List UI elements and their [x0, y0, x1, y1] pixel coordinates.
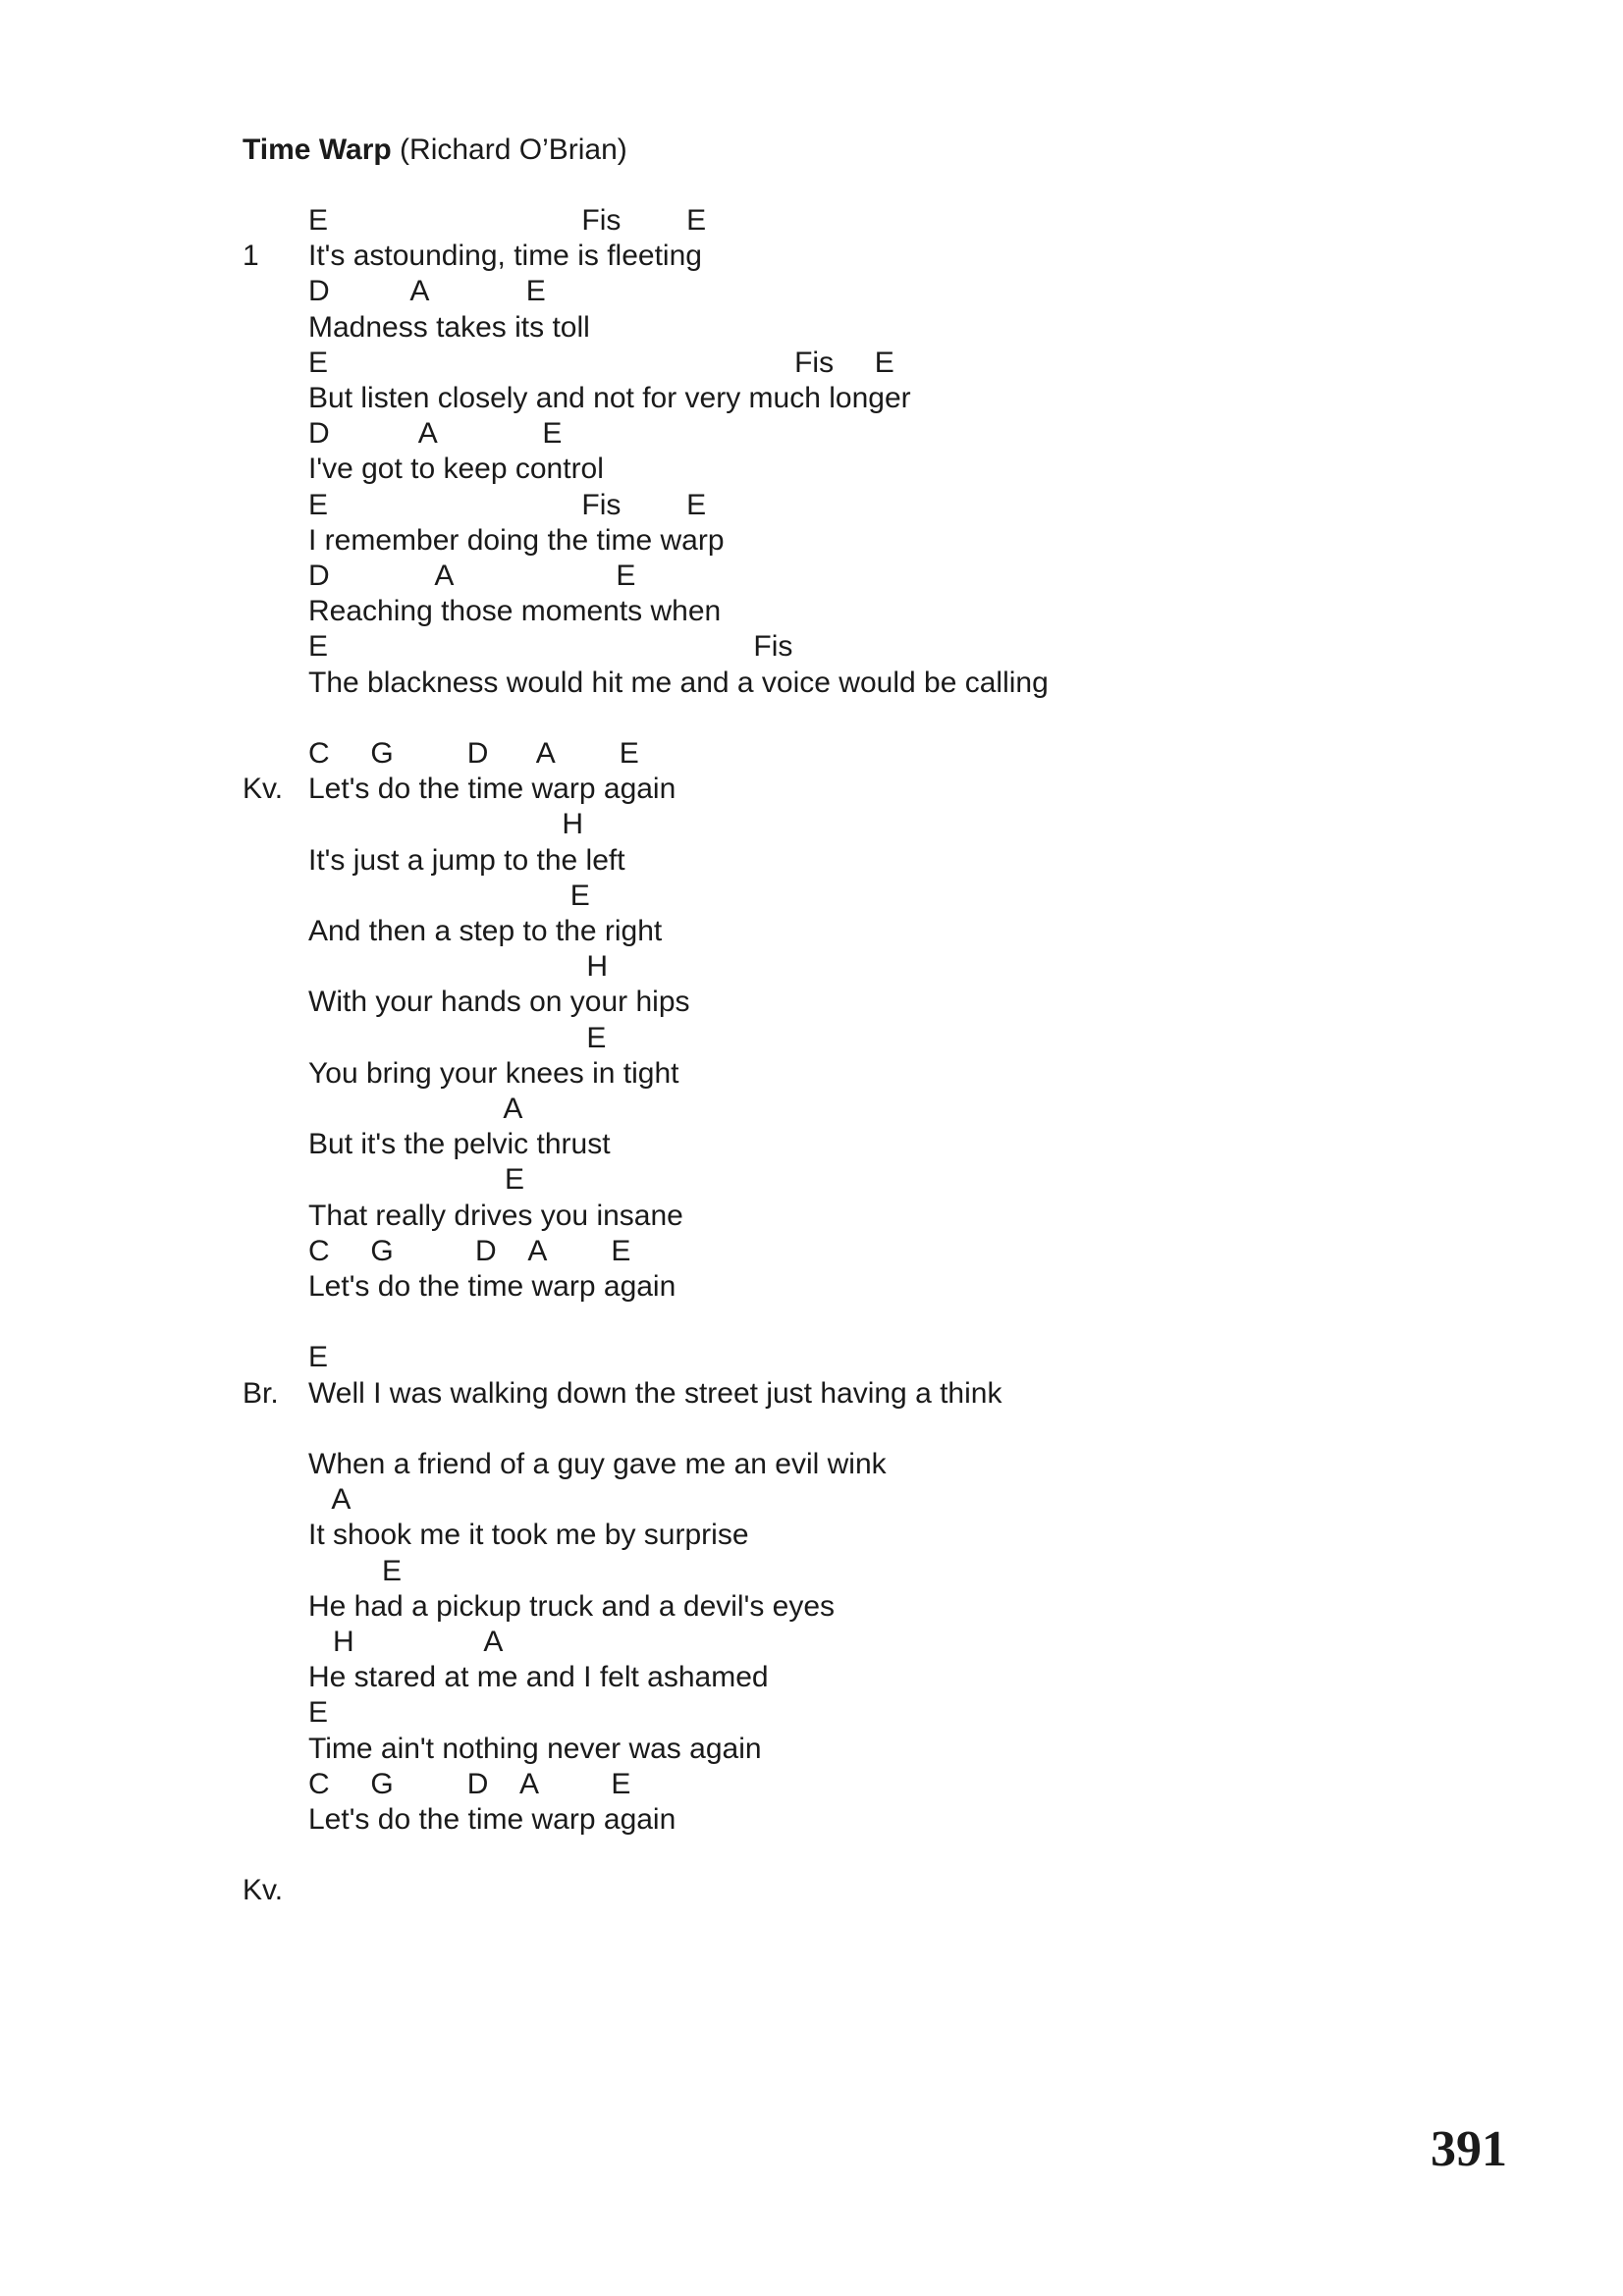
lyric-line: C G D A E [308, 1235, 631, 1267]
lyric-line: H [308, 950, 609, 983]
song-name: Time Warp [243, 133, 392, 166]
lyric-line: Well I was walking down the street just having a think [308, 1377, 1002, 1410]
lyric-line: Let's do the time warp again [308, 773, 676, 805]
lyric-line: When a friend of a guy gave me an evil wink [308, 1448, 887, 1480]
lyric-line: That really drives you insane [308, 1200, 683, 1232]
lyric-line: C G D A E [308, 737, 639, 770]
lyric-line: He had a pickup truck and a devil's eyes [308, 1590, 836, 1623]
lyric-line: E Fis E [308, 204, 707, 237]
lyric-line: With your hands on your hips [308, 986, 690, 1018]
page-number: 391 [1431, 2121, 1507, 2177]
lyric-line: E Fis [308, 630, 793, 663]
lyric-line: H [308, 808, 584, 840]
lyric-line: And then a step to the right [308, 915, 663, 947]
lyric-line: D A E [308, 560, 636, 592]
lyric-line: I've got to keep control [308, 453, 604, 485]
section-label: Br. [243, 1377, 279, 1410]
lyric-line: Let's do the time warp again [308, 1803, 676, 1836]
lyric-line: The blackness would hit me and a voice would be calling [308, 667, 1049, 699]
lyric-line: E [308, 1341, 329, 1373]
section-label: Kv. [243, 1874, 284, 1906]
lyric-line: It's astounding, time is fleeting [308, 240, 702, 272]
lyric-line: E [308, 880, 590, 912]
lyric-line: E [308, 1163, 525, 1196]
lyric-line: But it's the pelvic thrust [308, 1128, 611, 1160]
lyric-line: A [308, 1093, 523, 1125]
lyric-line: Time ain't nothing never was again [308, 1733, 762, 1765]
lyric-line: D A E [308, 275, 546, 307]
lyric-line: It shook me it took me by surprise [308, 1519, 749, 1551]
lyric-line: A [308, 1483, 352, 1516]
song-author: (Richard O’Brian) [400, 133, 627, 166]
lyric-line: It's just a jump to the left [308, 844, 625, 877]
lyric-line: He stared at me and I felt ashamed [308, 1661, 769, 1693]
lyric-line: E Fis E [308, 489, 707, 521]
section-label: Kv. [243, 773, 284, 805]
lyric-line: Reaching those moments when [308, 595, 722, 627]
lyric-line: E [308, 1696, 329, 1729]
lyric-line: C G D A E [308, 1768, 631, 1800]
lyric-line: But listen closely and not for very much longer [308, 382, 911, 414]
lyric-line: E [308, 1022, 607, 1054]
lyric-line: I remember doing the time warp [308, 524, 725, 557]
lyric-line: You bring your knees in tight [308, 1057, 679, 1090]
lyric-line: Madness takes its toll [308, 311, 590, 344]
section-label: 1 [243, 240, 259, 272]
lyric-line: E Fis E [308, 347, 894, 379]
lyric-line: D A E [308, 417, 563, 450]
lyric-line: E [308, 1555, 403, 1587]
lyric-line: H A [308, 1626, 504, 1658]
song-title [243, 133, 627, 168]
lyric-line: Let's do the time warp again [308, 1270, 676, 1303]
